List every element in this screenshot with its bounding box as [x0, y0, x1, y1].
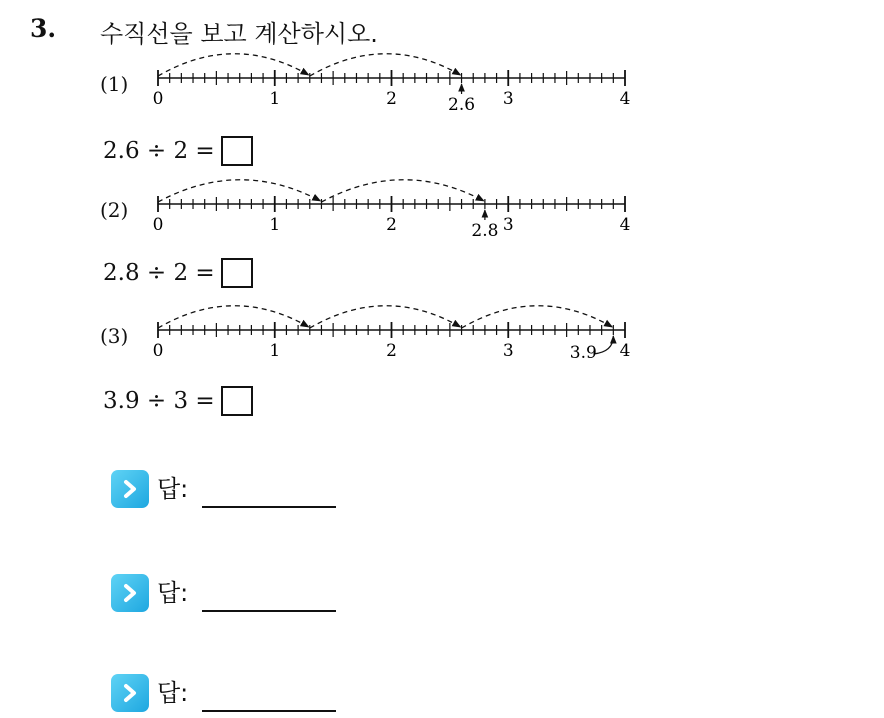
answer-box-2[interactable] [221, 258, 253, 288]
chevron-right-icon [111, 674, 149, 712]
jump-arc [310, 306, 461, 328]
equation-2-text: 2.8 ÷ 2 = [103, 260, 215, 286]
equation-2 [103, 258, 253, 288]
number-line-3 [130, 292, 650, 372]
answer-label: 답: [157, 679, 189, 707]
jump-arc [158, 180, 320, 202]
answer-blank-2[interactable] [202, 574, 336, 612]
tick-label: 4 [619, 215, 631, 235]
tick-label: 1 [269, 341, 281, 361]
answer-box-3[interactable] [221, 386, 253, 416]
question-text: 수직선을 보고 계산하시오. [100, 20, 378, 48]
question-number: 3. [30, 14, 57, 43]
number-line-2 [130, 166, 650, 246]
marked-value-label: 3.9 [569, 343, 597, 363]
chevron-right-icon [111, 470, 149, 508]
problem-1-label: (1) [100, 72, 129, 96]
tick-label: 4 [619, 341, 631, 361]
answer-box-1[interactable] [221, 136, 253, 166]
tick-label: 3 [502, 215, 514, 235]
jump-arc [310, 54, 461, 76]
equation-3-text: 3.9 ÷ 3 = [103, 388, 215, 414]
tick-label: 0 [152, 341, 164, 361]
answer-blank-1[interactable] [202, 470, 336, 508]
answer-row-1 [111, 470, 336, 508]
answer-row-2 [111, 574, 336, 612]
tick-label: 2 [386, 341, 397, 361]
tick-label: 3 [502, 89, 514, 109]
equation-1 [103, 136, 253, 166]
problem-2-label: (2) [100, 198, 129, 222]
answer-row-3 [111, 674, 336, 712]
tick-label: 0 [152, 89, 164, 109]
number-line-1 [130, 40, 650, 120]
tick-label: 3 [502, 341, 514, 361]
marked-value-label: 2.6 [448, 95, 476, 115]
tick-label: 1 [269, 215, 281, 235]
tick-label: 4 [619, 89, 631, 109]
tick-label: 2 [386, 215, 397, 235]
jump-arc [321, 180, 483, 202]
answer-blank-3[interactable] [202, 674, 336, 712]
chevron-right-icon [111, 574, 149, 612]
problem-3-label: (3) [100, 324, 129, 348]
equation-3 [103, 386, 253, 416]
jump-arc [158, 54, 309, 76]
tick-label: 0 [152, 215, 164, 235]
tick-label: 2 [386, 89, 397, 109]
answer-label: 답: [157, 475, 189, 503]
marked-value-label: 2.8 [471, 221, 499, 241]
jump-arc [462, 306, 613, 328]
equation-1-text: 2.6 ÷ 2 = [103, 138, 215, 164]
jump-arc [158, 306, 309, 328]
answer-label: 답: [157, 579, 189, 607]
tick-label: 1 [269, 89, 281, 109]
